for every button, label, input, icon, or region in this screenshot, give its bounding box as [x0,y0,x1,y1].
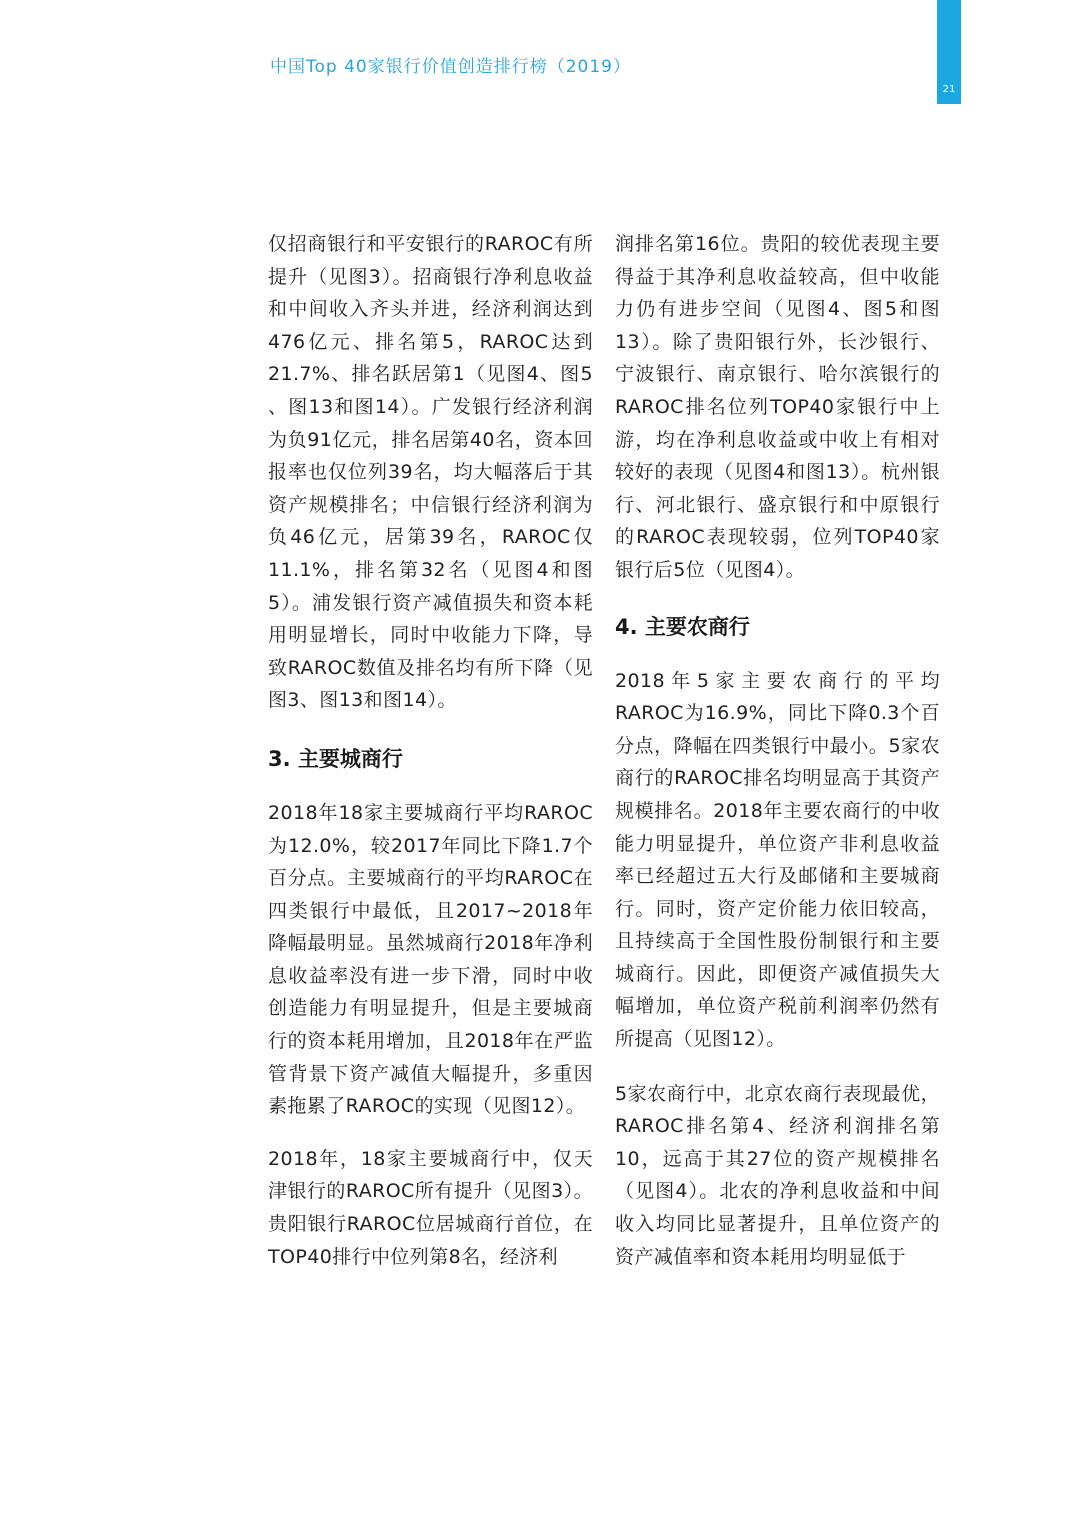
left-column [268,228,593,1273]
right-column [615,228,940,1273]
page-number: 21 [942,84,956,95]
section-heading-rural-banks: 4. 主要农商行 [615,614,750,639]
paragraph: 5家农商行中，北京农商行表现最优，RAROC排名第4、经济利润排名第10，远高于其27位的资产规模排名（见图4）。北农的净利息收益和中间收入均同比显著提升，且单位资产的资产减值率和资本耗用均明显低于 [615,1082,940,1268]
paragraph: 2018年18家主要城商行平均RAROC为12.0%，较2017年同比下降1.7个百分点。主要城商行的平均RAROC在四类银行中最低，且2017~2018年降幅最明显。虽然城商行2018年净利息收益率没有进一步下滑，同时中收创造能力有明显提升，但是主要城商行的资本耗用增加，且2018年在严监管背景下资产减值大幅提升，多重因素拖累了RAROC的实现（见图12）。 [268,801,593,1118]
paragraph: 润排名第16位。贵阳的较优表现主要得益于其净利息收益较高，但中收能力仍有进步空间（见图4、图5和图13）。除了贵阳银行外，长沙银行、宁波银行、南京银行、哈尔滨银行的RAROC排名位列TOP40家银行中上游，均在净利息收益或中收上有相对较好的表现（见图4和图13）。杭州银行、河北银行、盛京银行和中原银行的RAROC表现较弱，位列TOP40家银行后5位（见图4）。 [615,233,940,581]
section-heading-city-banks: 3. 主要城商行 [268,746,403,771]
paragraph: 2018年，18家主要城商行中，仅天津银行的RAROC所有提升（见图3）。贵阳银行RAROC位居城商行首位，在TOP40排行中位列第8名，经济利 [268,1147,593,1268]
paragraph: 2018年5家主要农商行的平均RAROC为16.9%，同比下降0.3个百分点，降幅在四类银行中最小。5家农商行的RAROC排名均明显高于其资产规模排名。2018年主要农商行的中收能力明显提升，单位资产非利息收益率已经超过五大行及邮储和主要城商行。同时，资产定价能力依旧较高，且持续高于全国性股份制银行和主要城商行。因此，即便资产减值损失大幅增加，单位资产税前利润率仍然有所提高（见图12）。 [615,669,940,1051]
paragraph: 仅招商银行和平安银行的RAROC有所提升（见图3）。招商银行净利息收益和中间收入齐头并进，经济利润达到476亿元、排名第5，RAROC达到21.7%、排名跃居第1（见图4、图5 、图13和图14）。广发银行经济利润为负91亿元，排名居第40名，资本回报率也仅位列39名，均大幅落后于其资产规模排名；中信银行经济利润为负46亿元，居第39名，RAROC仅11.1%，排名第32名（见图4和图5）。浦发银行资产减值损失和资本耗用明显增长，同时中收能力下降，导致RAROC数值及排名均有所下降（见图3、图13和图14）。 [268,233,593,712]
running-header-title: 中国Top 40家银行价值创造排行榜（2019） [270,57,631,77]
